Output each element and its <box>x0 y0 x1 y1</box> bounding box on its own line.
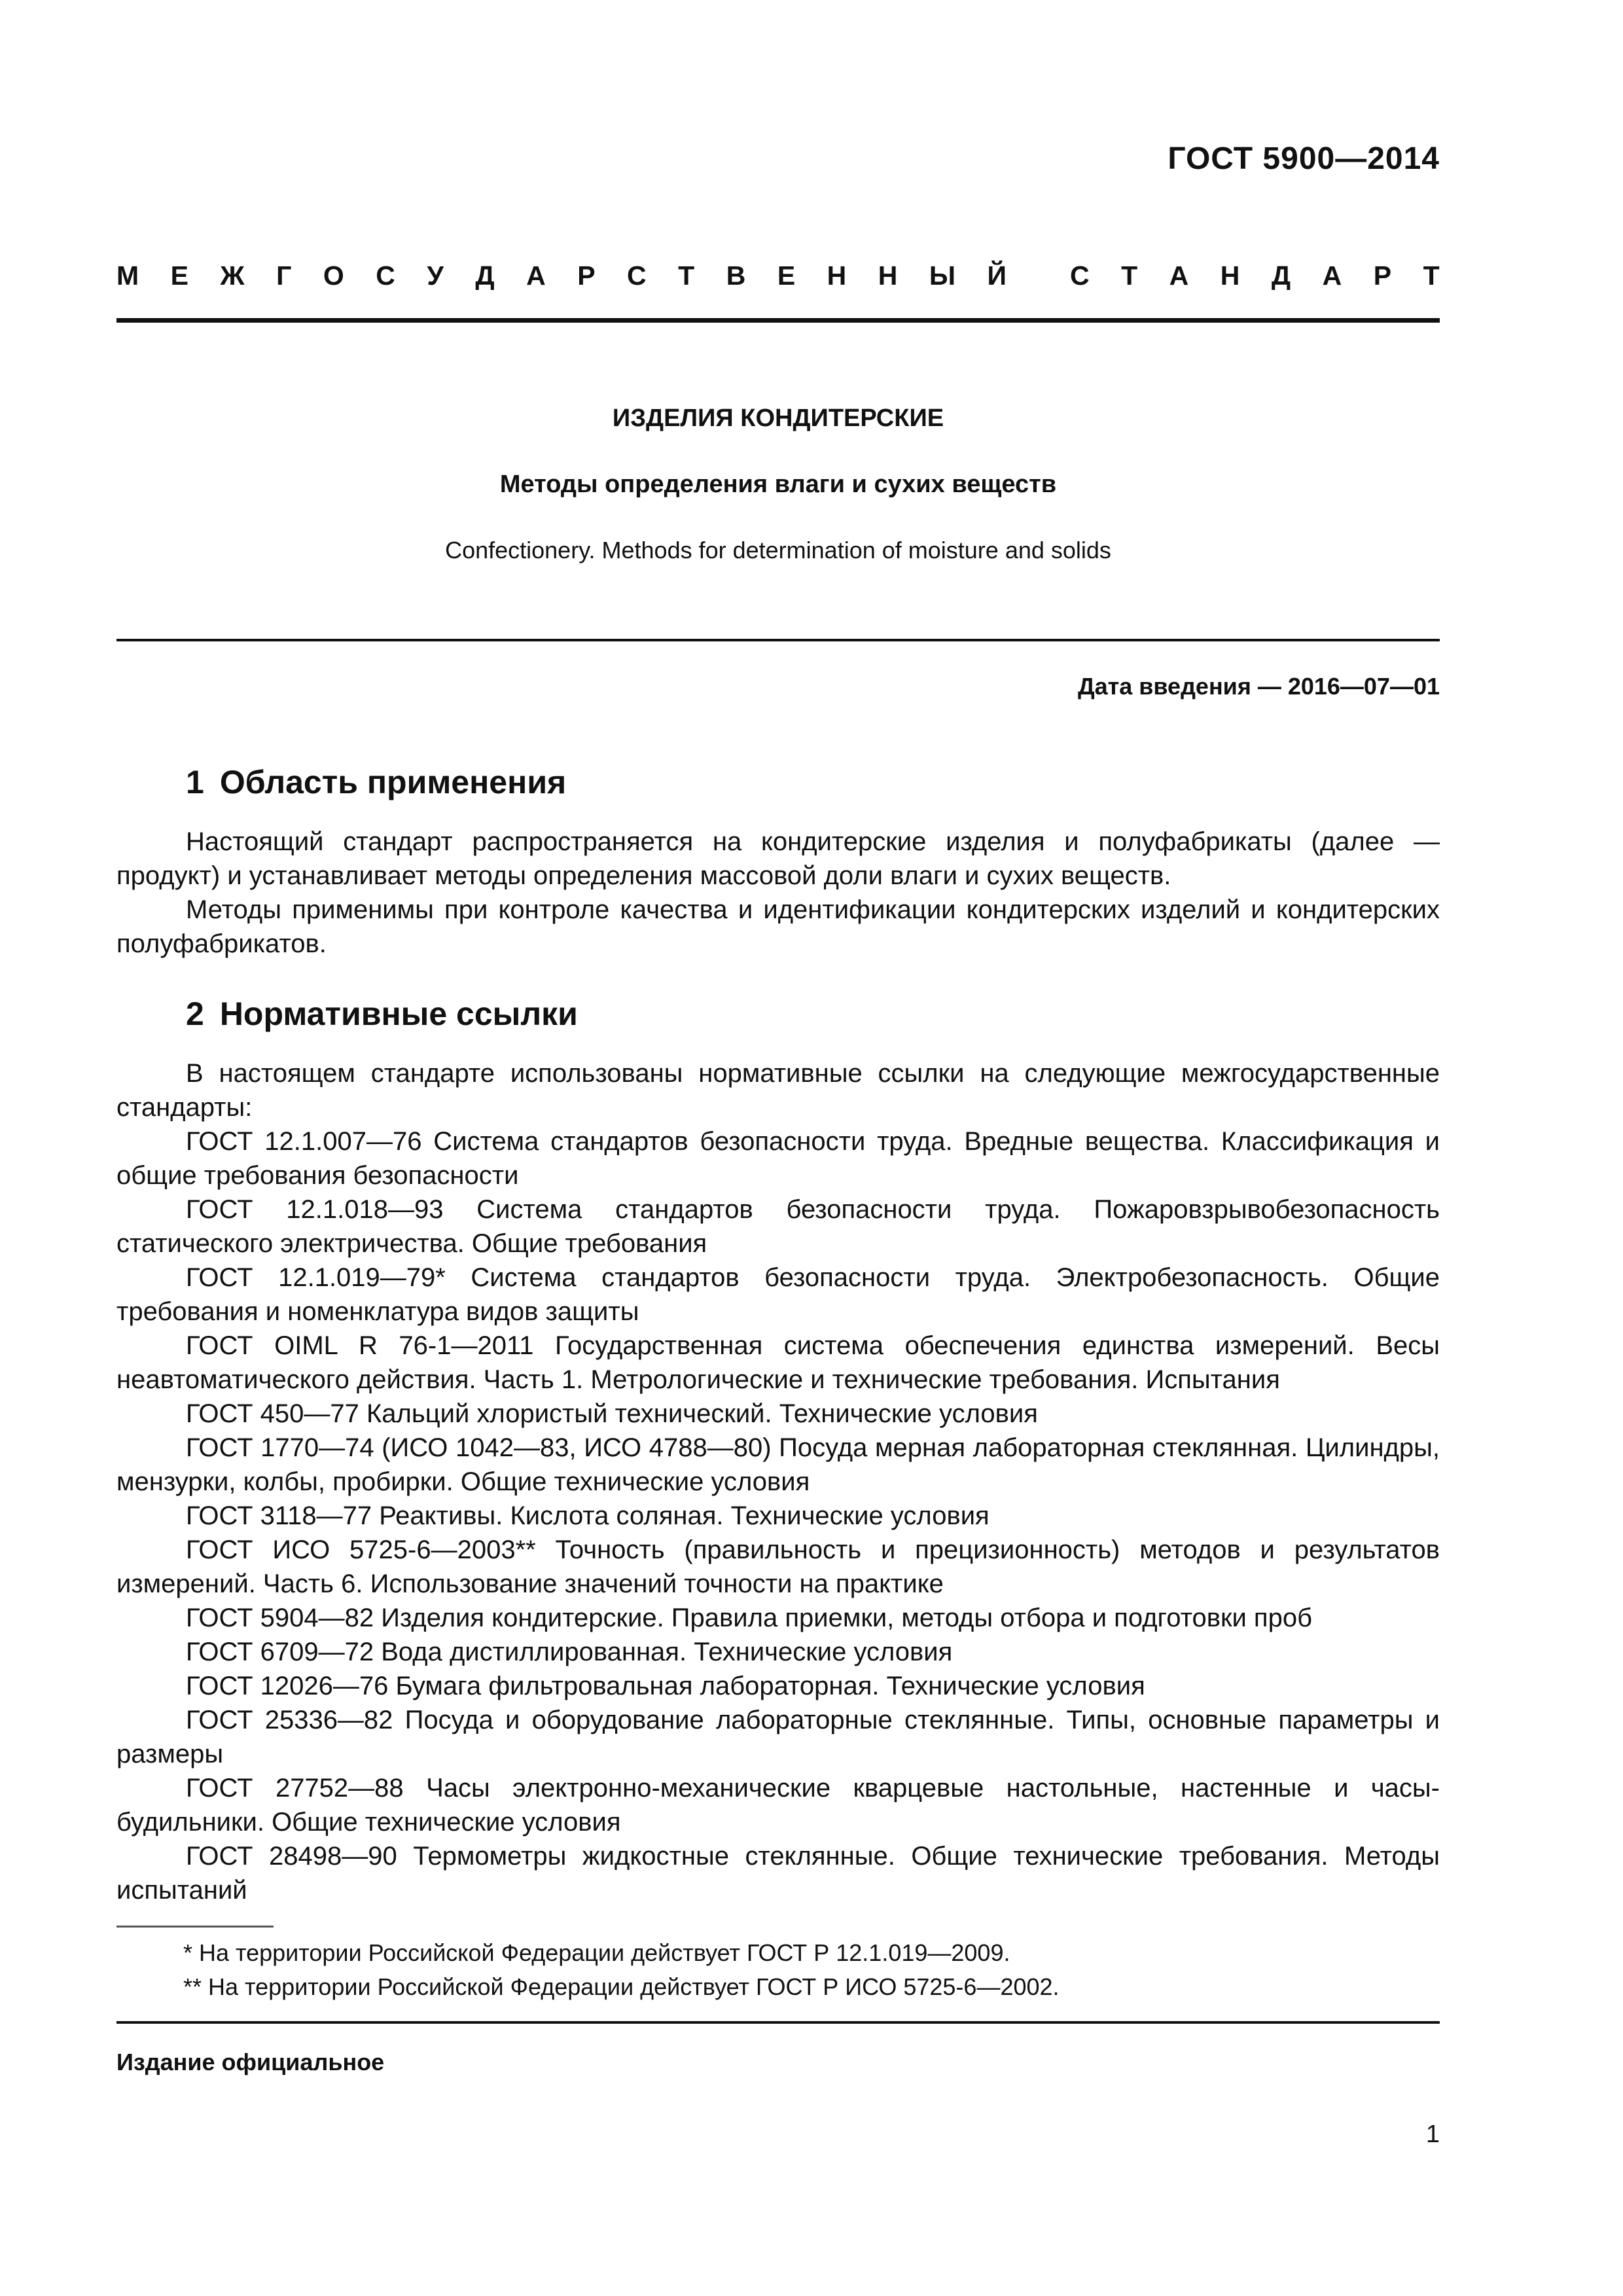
document-subtitle: Методы определения влаги и сухих веществ <box>499 471 1057 498</box>
letter: Е <box>777 260 796 291</box>
reference-item: ГОСТ 3118—77 Реактивы. Кислота соляная. Технические условия <box>186 1501 990 1530</box>
reference-item: ГОСТ 12.1.018—93 Система стандартов безопасности труда. Пожаровзрывобезопасность статического электричества. Общие требования <box>116 1195 1440 1258</box>
letter: Т <box>1121 260 1138 291</box>
section-heading <box>116 991 1440 1037</box>
letter: Р <box>1373 260 1392 291</box>
title-rule <box>116 639 1440 641</box>
letter: А <box>1322 260 1342 291</box>
letter: Ж <box>220 260 245 291</box>
letter: Д <box>1271 260 1291 291</box>
letter: В <box>726 260 746 291</box>
letter: Н <box>827 260 847 291</box>
standard-type-heading <box>116 260 1440 291</box>
footnote-separator <box>116 1926 274 1928</box>
letter: Р <box>577 260 596 291</box>
letter: Д <box>475 260 495 291</box>
letter: Н <box>878 260 898 291</box>
section-number: 2 <box>186 996 204 1032</box>
footnotes <box>183 1936 1060 2004</box>
document-title: ИЗДЕЛИЯ КОНДИТЕРСКИЕ <box>612 404 944 432</box>
letter: Й <box>987 260 1007 291</box>
letter: О <box>323 260 344 291</box>
paragraph: Настоящий стандарт распространяется на кондитерские изделия и полуфабрикаты (далее — продукт) и устанавливает методы определения массовой доли влаги и сухих веществ. <box>116 827 1440 890</box>
footer-rule <box>116 2021 1440 2024</box>
paragraph: Методы применимы при контроле качества и идентификации кондитерских изделий и кондитерских полуфабрикатов. <box>116 895 1440 958</box>
reference-item: ГОСТ 12.1.007—76 Система стандартов безопасности труда. Вредные вещества. Классификация и общие требования безопасности <box>116 1127 1440 1190</box>
document-body <box>116 759 1440 1907</box>
reference-item: ГОСТ ИСО 5725-6—2003** Точность (правильность и прецизионность) методов и результатов измерений. Часть 6. Использование значений точности на практике <box>116 1535 1440 1598</box>
reference-item: ГОСТ 12.1.019—79* Система стандартов безопасности труда. Электробезопасность. Общие требования и номенклатура видов защиты <box>116 1263 1440 1326</box>
letter: Н <box>1220 260 1240 291</box>
letter: А <box>1169 260 1189 291</box>
edition-label: Издание официальное <box>116 2049 385 2075</box>
reference-item: ГОСТ 5904—82 Изделия кондитерские. Правила приемки, методы отбора и подготовки проб <box>186 1604 1312 1632</box>
footnote: * На территории Российской Федерации действует ГОСТ Р 12.1.019—2009. <box>183 1939 1010 1966</box>
title-block <box>116 404 1440 564</box>
section-title: Нормативные ссылки <box>219 996 578 1032</box>
page-number: 1 <box>1425 2121 1440 2148</box>
section-normative-references <box>116 991 1440 1907</box>
reference-item: ГОСТ 450—77 Кальций хлористый технический. Технические условия <box>186 1399 1038 1428</box>
reference-item: ГОСТ 27752—88 Часы электронно-механические кварцевые настольные, настенные и часы-будильники. Общие технические условия <box>116 1774 1440 1837</box>
reference-item: ГОСТ 6709—72 Вода дистиллированная. Технические условия <box>186 1638 953 1666</box>
letter: Ы <box>929 260 956 291</box>
section-number: 1 <box>186 764 204 800</box>
letter: Е <box>170 260 189 291</box>
letter: А <box>526 260 546 291</box>
reference-item: ГОСТ 12026—76 Бумага фильтровальная лабораторная. Технические условия <box>186 1672 1145 1700</box>
letter: Т <box>678 260 695 291</box>
section-scope <box>116 759 1440 961</box>
introduction-date: Дата введения — 2016—07—01 <box>1077 673 1440 700</box>
document-title-english: Confectionery. Methods for determination of moisture and solids <box>445 537 1111 564</box>
header-rule <box>116 318 1440 323</box>
letter: Г <box>276 260 292 291</box>
section-title: Область применения <box>219 764 567 800</box>
footnote: ** На территории Российской Федерации действует ГОСТ Р ИСО 5725-6—2002. <box>183 1973 1060 2000</box>
letter: С <box>1070 260 1090 291</box>
reference-item: ГОСТ 25336—82 Посуда и оборудование лабораторные стеклянные. Типы, основные параметры и размеры <box>116 1706 1440 1768</box>
standard-number: ГОСТ 5900—2014 <box>1168 141 1440 176</box>
letter: У <box>427 260 444 291</box>
letter: С <box>627 260 647 291</box>
reference-item: ГОСТ OIML R 76-1—2011 Государственная система обеспечения единства измерений. Весы неавтоматического действия. Часть 1. Метрологические и технические требования. Испытания <box>116 1331 1440 1394</box>
reference-item: ГОСТ 28498—90 Термометры жидкостные стеклянные. Общие технические требования. Методы испытаний <box>116 1842 1440 1905</box>
letter: М <box>116 260 139 291</box>
letter: Т <box>1423 260 1440 291</box>
reference-item: ГОСТ 1770—74 (ИСО 1042—83, ИСО 4788—80) Посуда мерная лабораторная стеклянная. Цилиндры, мензурки, колбы, пробирки. Общие технические условия <box>116 1433 1440 1496</box>
section-heading <box>116 759 1440 805</box>
paragraph: В настоящем стандарте использованы нормативные ссылки на следующие межгосударственные стандарты: <box>116 1059 1440 1122</box>
letter: С <box>376 260 395 291</box>
